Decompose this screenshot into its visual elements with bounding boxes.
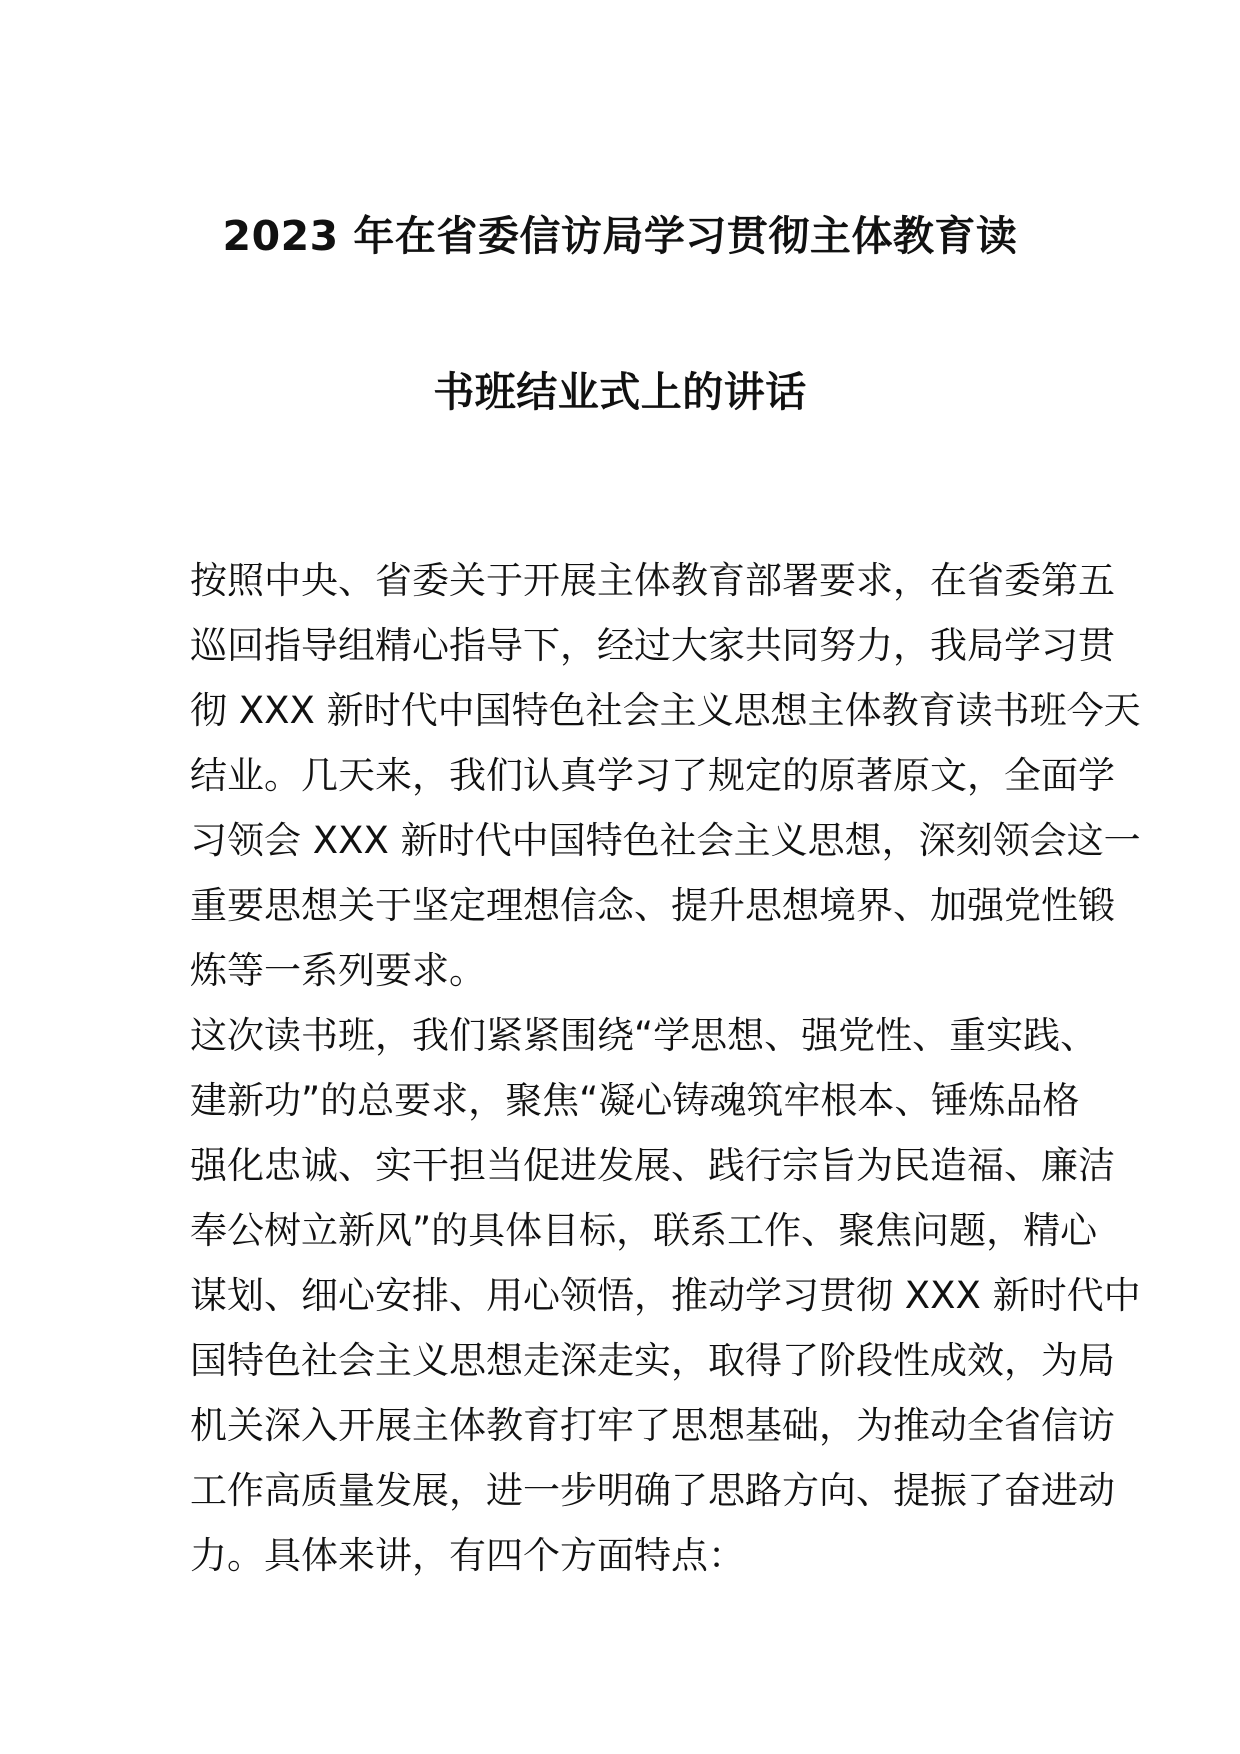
document-title-line-2: 书班结业式上的讲话 [433,368,807,416]
paragraph-1-line-3: 彻 XXX 新时代中国特色社会主义思想主体教育读书班今天 [190,689,1141,732]
paragraph-2-line-2: 建新功”的总要求，聚焦“凝心铸魂筑牢根本、锤炼品格 [190,1079,1080,1122]
paragraph-2 [190,1003,1141,1588]
paragraph-1-line-2: 巡回指导组精心指导下，经过大家共同努力，我局学习贯 [190,624,1115,667]
document-title-line-1: 2023 年在省委信访局学习贯彻主体教育读 [222,212,1018,260]
paragraph-2-line-5: 谋划、细心安排、用心领悟，推动学习贯彻 XXX 新时代中 [190,1274,1141,1317]
paragraph-2-line-4: 奉公树立新风”的具体目标，联系工作、聚焦问题，精心 [190,1209,1098,1252]
paragraph-1-line-4: 结业。几天来，我们认真学习了规定的原著原文，全面学 [190,754,1115,797]
paragraph-1-line-7: 炼等一系列要求。 [190,949,486,992]
paragraph-1-line-5: 习领会 XXX 新时代中国特色社会主义思想，深刻领会这一 [190,819,1141,862]
paragraph-2-line-8: 工作高质量发展，进一步明确了思路方向、提振了奋进动 [190,1469,1115,1512]
paragraph-2-line-6: 国特色社会主义思想走深走实，取得了阶段性成效，为局 [190,1339,1115,1382]
paragraph-1 [190,548,1141,1003]
paragraph-1-line-1: 按照中央、省委关于开展主体教育部署要求，在省委第五 [190,559,1115,602]
paragraph-2-line-7: 机关深入开展主体教育打牢了思想基础，为推动全省信访 [190,1404,1115,1447]
paragraph-2-line-3: 强化忠诚、实干担当促进发展、践行宗旨为民造福、廉洁 [190,1144,1115,1187]
paragraph-2-line-1: 这次读书班，我们紧紧围绕“学思想、强党性、重实践、 [190,1014,1098,1057]
paragraph-2-line-9: 力。具体来讲，有四个方面特点： [190,1534,745,1577]
paragraph-1-line-6: 重要思想关于坚定理想信念、提升思想境界、加强党性锻 [190,884,1115,927]
